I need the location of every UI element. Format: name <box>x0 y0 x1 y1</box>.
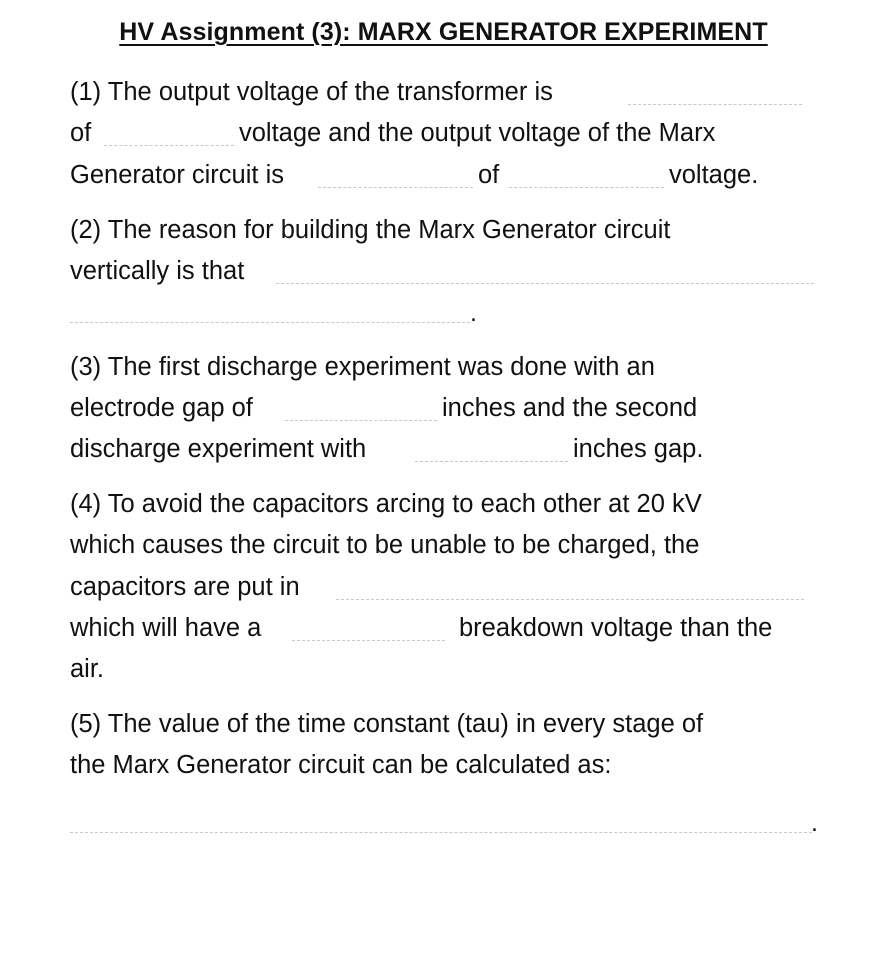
q1-line-3b: of <box>478 161 500 189</box>
q2-line-1: (2) The reason for building the Marx Generator circuit <box>70 216 671 244</box>
q4-line-2: which causes the circuit to be unable to be charged, the <box>70 531 700 559</box>
q3-line-1: (3) The first discharge experiment was done with an <box>70 353 655 381</box>
q1-blank-marx-voltage-type[interactable] <box>509 187 664 188</box>
q1-blank-marx-output[interactable] <box>318 187 473 188</box>
q1-line-1: (1) The output voltage of the transformer is <box>70 78 553 106</box>
q4-line-3: capacitors are put in <box>70 573 300 601</box>
q5-blank-formula[interactable] <box>70 832 812 833</box>
q5-line-1: (5) The value of the time constant (tau) in every stage of <box>70 710 704 738</box>
q1-blank-output-voltage[interactable] <box>628 104 802 105</box>
q2-line-2: vertically is that <box>70 257 245 285</box>
q1-line-2b: voltage and the output voltage of the Marx <box>239 119 716 147</box>
q1-line-3c: voltage. <box>669 161 759 189</box>
q3-line-3a: discharge experiment with <box>70 435 367 463</box>
q2-blank-reason-2[interactable] <box>70 322 470 323</box>
q3-blank-second-gap[interactable] <box>415 461 568 462</box>
q5-line-2: the Marx Generator circuit can be calculated as: <box>70 751 612 779</box>
q2-end-period: . <box>470 299 477 327</box>
q3-line-2b: inches and the second <box>442 394 698 422</box>
q2-blank-reason-1[interactable] <box>276 283 814 284</box>
q4-line-4a: which will have a <box>70 614 262 642</box>
q4-blank-breakdown-comparison[interactable] <box>292 640 445 641</box>
q5-end-period: . <box>811 809 818 837</box>
page-title: HV Assignment (3): MARX GENERATOR EXPERIMENT <box>119 18 768 46</box>
q1-line-2a: of <box>70 119 92 147</box>
q3-line-2a: electrode gap of <box>70 394 253 422</box>
q4-line-5: air. <box>70 655 105 683</box>
q3-line-3b: inches gap. <box>573 435 704 463</box>
q4-line-4b: breakdown voltage than the <box>459 614 773 642</box>
q3-blank-first-gap[interactable] <box>285 420 437 421</box>
q1-blank-voltage-type[interactable] <box>104 145 234 146</box>
q1-line-3a: Generator circuit is <box>70 161 284 189</box>
q4-blank-medium[interactable] <box>336 599 804 600</box>
q4-line-1: (4) To avoid the capacitors arcing to each other at 20 kV <box>70 490 702 518</box>
